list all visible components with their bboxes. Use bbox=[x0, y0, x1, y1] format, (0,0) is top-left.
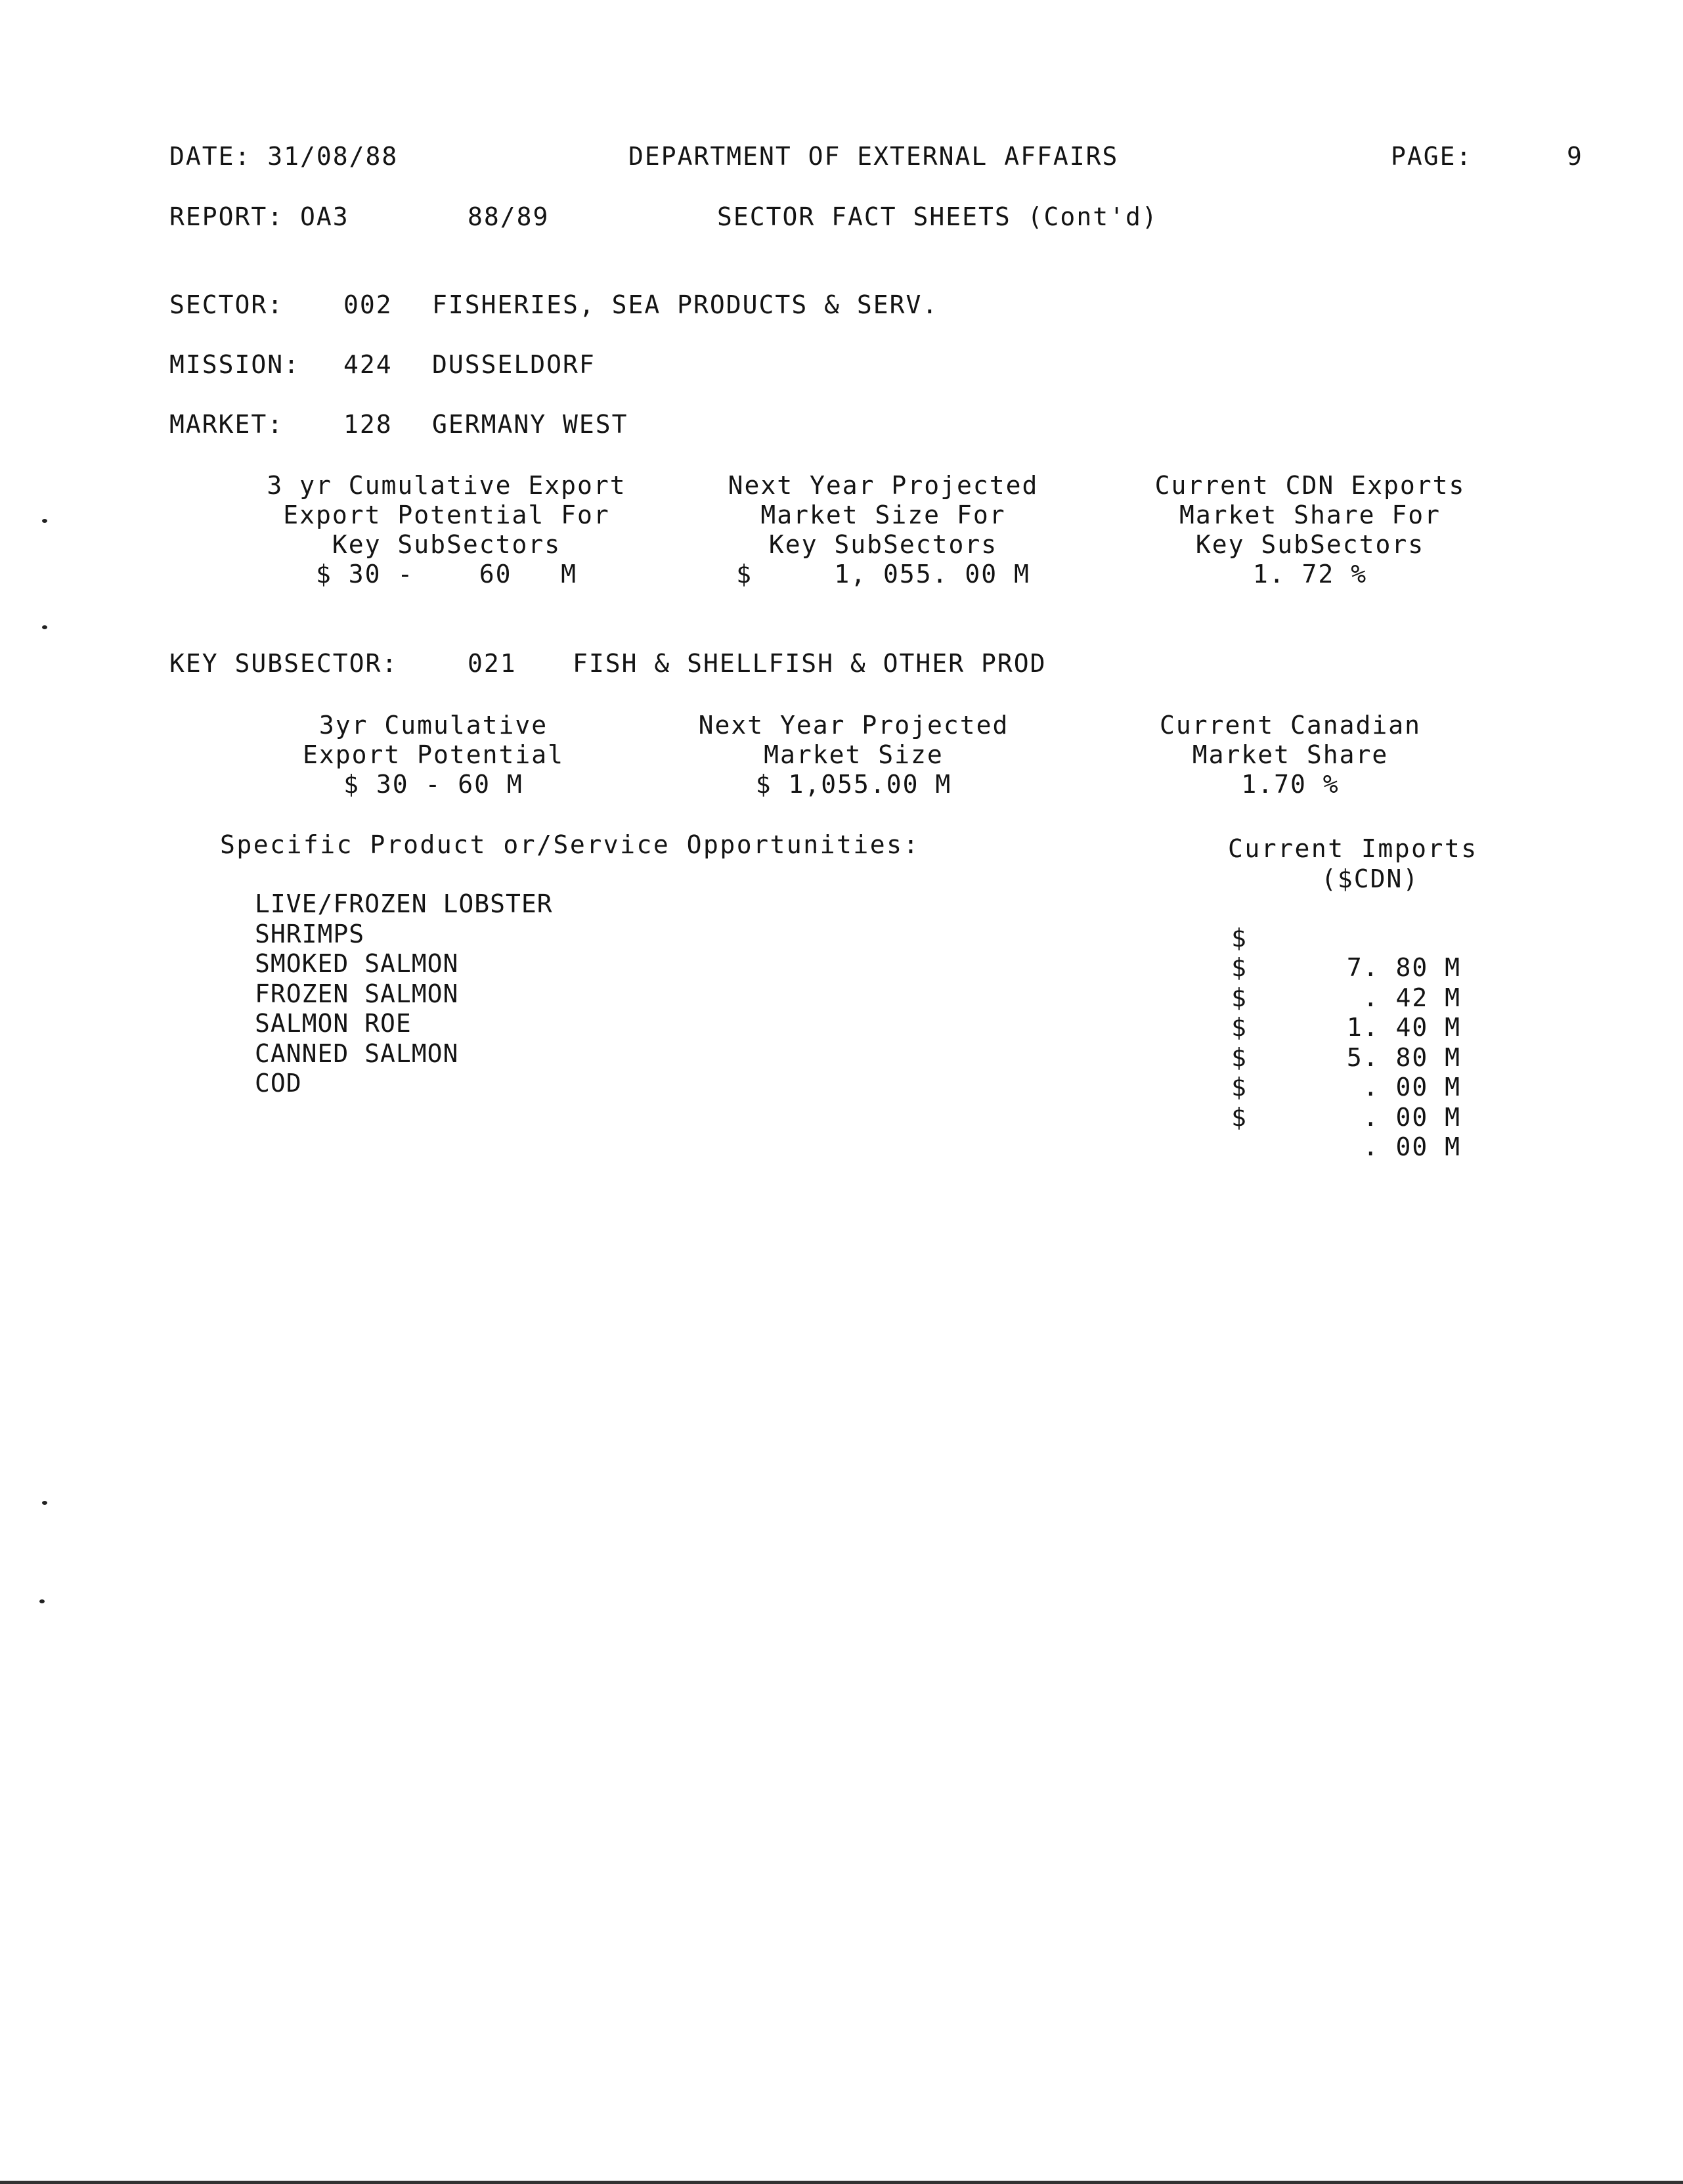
subsector-market-size bbox=[670, 711, 1038, 799]
report-subtitle: SECTOR FACT SHEETS (Cont'd) bbox=[717, 202, 1158, 231]
currency-symbol: $ bbox=[1231, 923, 1246, 952]
currency-symbol: $ bbox=[1231, 1013, 1246, 1042]
import-amount: . 00 M bbox=[1363, 1102, 1461, 1132]
market-label: MARKET: bbox=[169, 410, 284, 439]
list-item: SHRIMPS bbox=[255, 919, 365, 948]
summary-value: $ 1, 055. 00 M bbox=[736, 560, 1030, 589]
import-amount: . 42 M bbox=[1363, 983, 1461, 1012]
imports-list bbox=[1231, 893, 1461, 1161]
imports-unit: ($CDN) bbox=[1321, 864, 1420, 893]
summary-value: $ 30 - 60 M bbox=[343, 770, 523, 799]
sector-value: FISHERIES, SEA PRODUCTS & SERV. bbox=[432, 290, 939, 319]
product-list bbox=[255, 889, 780, 1099]
summary-heading-line: Market Share For bbox=[1179, 501, 1441, 529]
currency-symbol: $ bbox=[1231, 953, 1246, 982]
sector-export-potential bbox=[243, 471, 650, 589]
key-subsector-code: 021 bbox=[468, 649, 517, 678]
subsector-market-share bbox=[1120, 711, 1461, 799]
report-code: REPORT: OA3 bbox=[169, 202, 349, 231]
mission-label: MISSION: bbox=[169, 350, 301, 379]
subsector-export-potential bbox=[263, 711, 604, 799]
summary-heading-line: Market Size For bbox=[760, 501, 1006, 529]
mission-code: 424 bbox=[343, 350, 393, 379]
sector-market-share bbox=[1120, 471, 1500, 589]
market-code: 128 bbox=[343, 410, 393, 439]
import-amount: . 00 M bbox=[1363, 1132, 1461, 1161]
list-item: SMOKED SALMON bbox=[255, 949, 459, 978]
page-number: 9 bbox=[1567, 142, 1583, 171]
sector-label: SECTOR: bbox=[169, 290, 284, 319]
sector-market-size bbox=[696, 471, 1070, 589]
summary-heading-line: Market Size bbox=[764, 740, 944, 769]
list-item: CANNED SALMON bbox=[255, 1038, 459, 1068]
summary-heading-line: Key SubSectors bbox=[332, 530, 561, 559]
summary-heading-line: Export Potential For bbox=[283, 501, 610, 529]
import-row bbox=[1231, 1043, 1461, 1132]
fiscal-year: 88/89 bbox=[468, 202, 550, 231]
list-item: LIVE/FROZEN LOBSTER bbox=[255, 889, 553, 918]
summary-value: $ 1,055.00 M bbox=[755, 770, 952, 799]
key-subsector-label: KEY SUBSECTOR: bbox=[169, 649, 399, 678]
market-value: GERMANY WEST bbox=[432, 410, 628, 439]
page-label: PAGE: bbox=[1391, 142, 1473, 171]
imports-heading: Current Imports bbox=[1228, 834, 1478, 863]
list-item: FROZEN SALMON bbox=[255, 979, 459, 1008]
key-subsector-value: FISH & SHELLFISH & OTHER PROD bbox=[573, 649, 1047, 678]
currency-symbol: $ bbox=[1231, 1073, 1246, 1102]
summary-heading-line: 3 yr Cumulative Export bbox=[267, 471, 626, 500]
scan-speck bbox=[42, 519, 47, 523]
import-amount: 5. 80 M bbox=[1346, 1042, 1461, 1072]
import-amount: . 00 M bbox=[1363, 1073, 1461, 1102]
summary-heading-line: Next Year Projected bbox=[698, 711, 1009, 740]
summary-value: $ 30 - 60 M bbox=[315, 560, 578, 589]
summary-value: 1. 72 % bbox=[1252, 560, 1368, 589]
mission-value: DUSSELDORF bbox=[432, 350, 596, 379]
import-amount: 7. 80 M bbox=[1346, 953, 1461, 982]
scan-speck bbox=[42, 625, 47, 629]
summary-heading-line: Next Year Projected bbox=[728, 471, 1039, 500]
summary-value: 1.70 % bbox=[1241, 770, 1340, 799]
report-date: DATE: 31/08/88 bbox=[169, 142, 399, 171]
summary-heading-line: 3yr Cumulative bbox=[318, 711, 548, 740]
import-amount: 1. 40 M bbox=[1346, 1013, 1461, 1042]
summary-heading-line: Current CDN Exports bbox=[1154, 471, 1466, 500]
summary-heading-line: Key SubSectors bbox=[1195, 530, 1425, 559]
currency-symbol: $ bbox=[1231, 983, 1246, 1012]
sector-code: 002 bbox=[343, 290, 393, 319]
scan-speck bbox=[42, 1501, 47, 1505]
department-title: DEPARTMENT OF EXTERNAL AFFAIRS bbox=[628, 142, 1119, 171]
import-row bbox=[1231, 1073, 1461, 1161]
list-item: COD bbox=[255, 1069, 302, 1098]
list-item: SALMON ROE bbox=[255, 1009, 412, 1038]
scan-speck bbox=[39, 1599, 45, 1603]
summary-heading-line: Export Potential bbox=[302, 740, 565, 769]
currency-symbol: $ bbox=[1231, 1102, 1246, 1132]
summary-heading-line: Market Share bbox=[1192, 740, 1389, 769]
opportunities-heading: Specific Product or/Service Opportunities: bbox=[220, 830, 920, 859]
import-row bbox=[1231, 893, 1461, 982]
summary-heading-line: Current Canadian bbox=[1159, 711, 1422, 740]
currency-symbol: $ bbox=[1231, 1042, 1246, 1072]
scan-edge bbox=[0, 2181, 1683, 2184]
summary-heading-line: Key SubSectors bbox=[768, 530, 998, 559]
